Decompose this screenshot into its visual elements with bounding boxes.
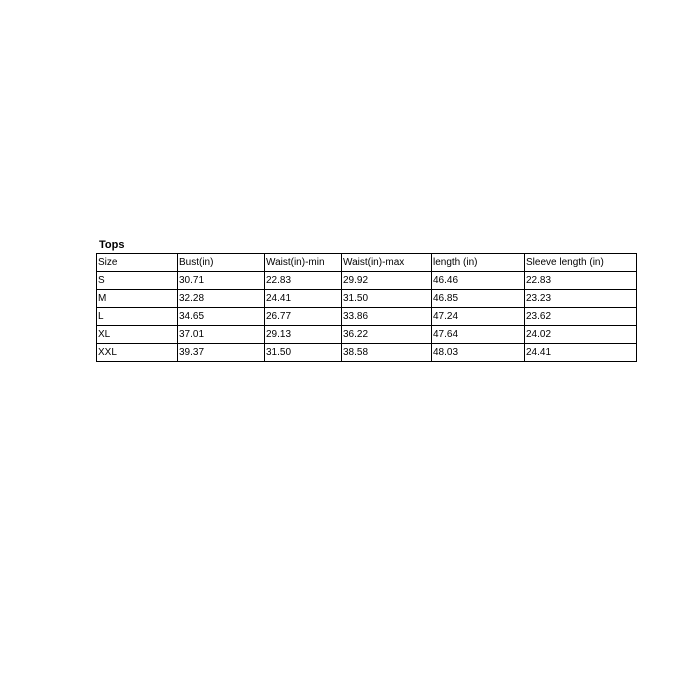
bust-cell: 39.37 (178, 344, 265, 362)
bust-cell: 32.28 (178, 290, 265, 308)
table-row (97, 272, 637, 290)
table-row (97, 290, 637, 308)
bust-cell: 34.65 (178, 308, 265, 326)
waist-min-cell: 24.41 (265, 290, 342, 308)
waist-min-cell: 22.83 (265, 272, 342, 290)
length-cell: 47.64 (432, 326, 525, 344)
column-header-waist-min: Waist(in)-min (265, 254, 342, 272)
length-cell: 46.85 (432, 290, 525, 308)
size-cell: L (97, 308, 178, 326)
header-row (97, 254, 637, 272)
waist-min-cell: 29.13 (265, 326, 342, 344)
sleeve-length-cell: 24.41 (525, 344, 637, 362)
table-row (97, 344, 637, 362)
column-header-size: Size (97, 254, 178, 272)
waist-max-cell: 33.86 (342, 308, 432, 326)
waist-max-cell: 31.50 (342, 290, 432, 308)
column-header-sleeve-length: Sleeve length (in) (525, 254, 637, 272)
table-row (97, 308, 637, 326)
sleeve-length-cell: 23.23 (525, 290, 637, 308)
table-row (97, 326, 637, 344)
chart-title: Tops (99, 239, 125, 251)
size-chart (96, 237, 637, 362)
waist-max-cell: 36.22 (342, 326, 432, 344)
size-cell: XXL (97, 344, 178, 362)
length-cell: 46.46 (432, 272, 525, 290)
length-cell: 48.03 (432, 344, 525, 362)
size-table (96, 253, 637, 362)
bust-cell: 37.01 (178, 326, 265, 344)
size-cell: XL (97, 326, 178, 344)
sleeve-length-cell: 22.83 (525, 272, 637, 290)
sleeve-length-cell: 24.02 (525, 326, 637, 344)
waist-min-cell: 26.77 (265, 308, 342, 326)
length-cell: 47.24 (432, 308, 525, 326)
column-header-bust: Bust(in) (178, 254, 265, 272)
sleeve-length-cell: 23.62 (525, 308, 637, 326)
size-cell: S (97, 272, 178, 290)
column-header-length: length (in) (432, 254, 525, 272)
bust-cell: 30.71 (178, 272, 265, 290)
size-cell: M (97, 290, 178, 308)
waist-min-cell: 31.50 (265, 344, 342, 362)
waist-max-cell: 29.92 (342, 272, 432, 290)
column-header-waist-max: Waist(in)-max (342, 254, 432, 272)
waist-max-cell: 38.58 (342, 344, 432, 362)
